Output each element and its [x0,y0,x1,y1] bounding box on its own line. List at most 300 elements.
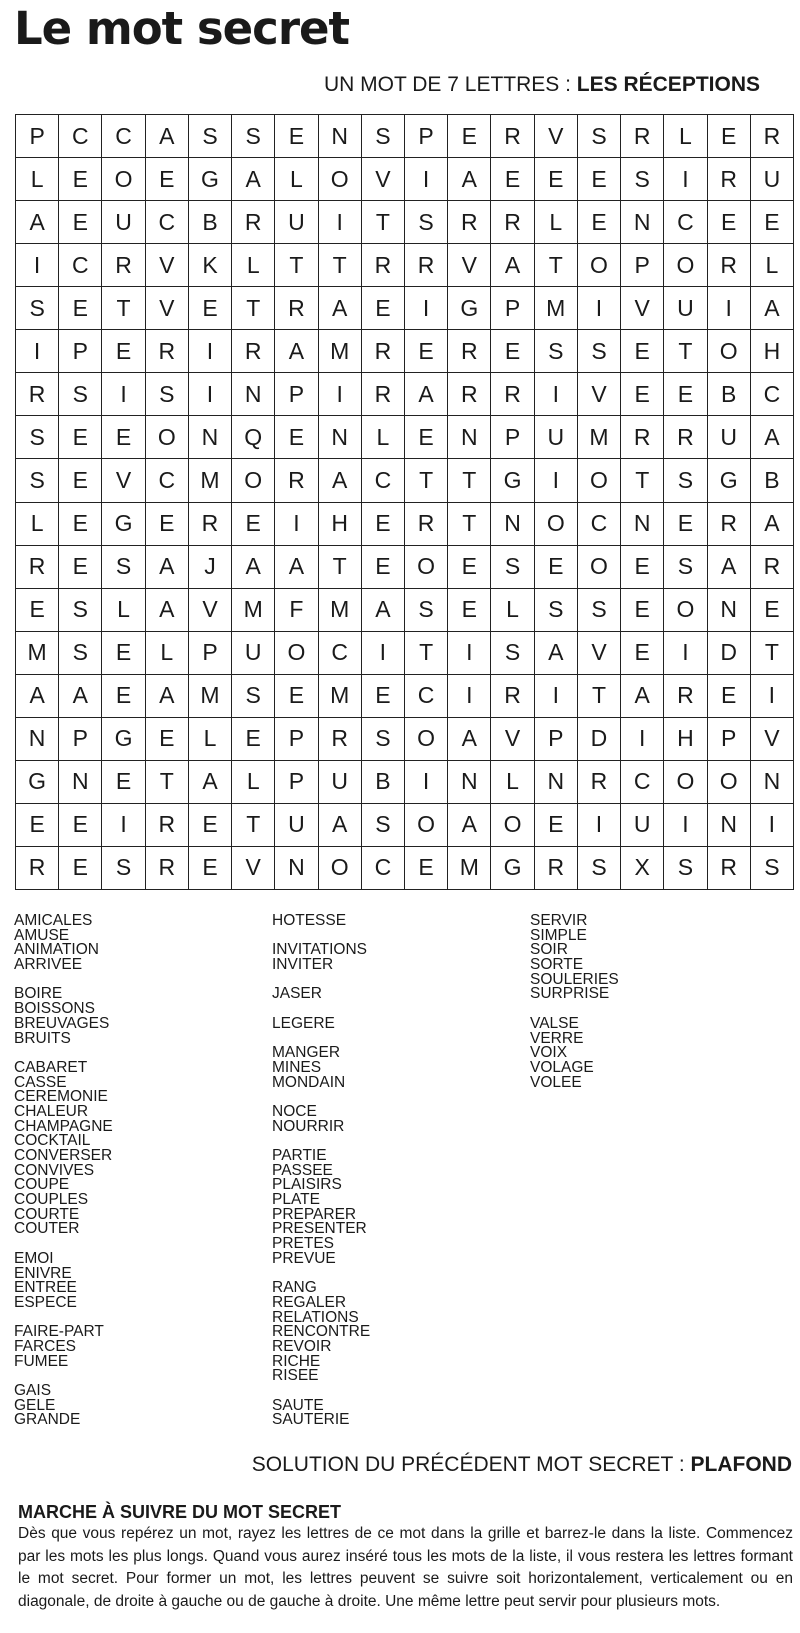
grid-cell: S [146,373,189,416]
grid-cell: M [16,632,59,675]
grid-cell: I [405,761,448,804]
grid-cell: B [189,201,232,244]
grid-cell: N [319,115,362,158]
word-list-column-3 [530,914,790,1090]
grid-cell: E [59,503,102,546]
grid-cell: S [405,589,448,632]
word-list-item: REVOIR [272,1337,332,1355]
grid-cell: E [448,589,491,632]
word-list-item: NOCE [272,1102,317,1120]
word-list-item: PREVUE [272,1249,336,1267]
grid-cell: H [319,503,362,546]
word-list-item: PARTIE [272,1147,327,1164]
grid-cell: R [491,115,534,158]
grid-cell: E [146,503,189,546]
grid-cell: S [578,115,621,158]
grid-cell: H [751,330,794,373]
grid-cell: E [491,330,534,373]
grid-cell: E [59,287,102,330]
grid-cell: I [664,632,707,675]
grid-cell: I [535,459,578,502]
grid-cell: O [578,546,621,589]
grid-cell: R [405,244,448,287]
grid-cell: A [491,244,534,287]
grid-cell: S [578,847,621,890]
grid-cell: J [189,546,232,589]
word-list-item: ENIVRE [14,1264,72,1282]
word-list-item: MONDAIN [272,1073,346,1091]
grid-cell: S [664,459,707,502]
grid-cell: S [664,847,707,890]
grid-cell: E [751,201,794,244]
grid-cell: E [59,201,102,244]
grid-cell: V [232,847,275,890]
grid-cell: R [751,546,794,589]
grid-cell: V [491,718,534,761]
grid-cell: A [708,546,751,589]
grid-cell: U [621,804,664,847]
grid-cell: S [16,459,59,502]
grid-cell: A [232,158,275,201]
grid-cell: R [16,373,59,416]
grid-cell: E [16,804,59,847]
grid-cell: T [405,459,448,502]
grid-cell: E [189,847,232,890]
grid-cell: U [535,416,578,459]
grid-cell: R [405,503,448,546]
grid-cell: X [621,847,664,890]
grid-cell: I [405,287,448,330]
word-list-item: AMUSE [14,926,70,944]
grid-cell: S [102,847,145,890]
grid-cell: Q [232,416,275,459]
word-list-item: SURPRISE [530,985,610,1003]
grid-cell: E [362,546,405,589]
grid-cell: A [16,201,59,244]
grid-cell: A [535,632,578,675]
grid-cell: R [16,847,59,890]
grid-cell: R [232,330,275,373]
grid-cell: C [59,244,102,287]
word-list-item: BOISSONS [14,1000,95,1018]
grid-cell: E [102,675,145,718]
grid-cell: C [578,503,621,546]
grid-cell: I [16,244,59,287]
word-list-item: CABARET [14,1058,88,1076]
grid-cell: T [232,287,275,330]
grid-cell: E [102,632,145,675]
grid-cell: T [448,459,491,502]
grid-cell: C [621,761,664,804]
grid-cell: R [362,244,405,287]
word-list-item: PLAISIRS [272,1176,342,1194]
grid-cell: E [275,416,318,459]
grid-cell: C [664,201,707,244]
grid-cell: S [189,115,232,158]
grid-cell: O [578,459,621,502]
page-title: Le mot secret [14,2,350,55]
grid-cell: P [275,761,318,804]
grid-cell: I [448,632,491,675]
grid-cell: O [578,244,621,287]
grid-cell: T [621,459,664,502]
grid-cell: S [59,373,102,416]
grid-cell: A [448,718,491,761]
grid-cell: N [751,761,794,804]
grid-cell: M [578,416,621,459]
grid-cell: P [708,718,751,761]
grid-cell: I [751,804,794,847]
word-list-item: VOLAGE [530,1058,594,1076]
grid-cell: A [362,589,405,632]
grid-cell: R [621,115,664,158]
grid-cell: F [275,589,318,632]
grid-cell: R [275,459,318,502]
word-list-item: LEGERE [272,1014,335,1032]
grid-cell: M [319,589,362,632]
grid-cell: L [491,589,534,632]
grid-cell: E [535,158,578,201]
grid-cell: A [751,416,794,459]
grid-cell: L [189,718,232,761]
grid-cell: C [405,675,448,718]
grid-cell: P [16,115,59,158]
grid-cell: G [491,847,534,890]
grid-cell: E [535,546,578,589]
word-list-item: VOIX [530,1044,568,1062]
grid-cell: M [189,675,232,718]
grid-cell: E [146,718,189,761]
grid-cell: A [275,546,318,589]
word-list-item: MANGER [272,1044,341,1062]
grid-cell: V [578,632,621,675]
grid-cell: E [448,546,491,589]
word-list-item: RANG [272,1279,317,1297]
grid-cell: E [621,546,664,589]
grid-cell: A [448,158,491,201]
grid-cell: D [708,632,751,675]
grid-cell: G [491,459,534,502]
grid-cell: S [102,546,145,589]
word-list-item: FAIRE-PART [14,1323,104,1341]
grid-cell: R [362,330,405,373]
word-list-item: ARRIVEE [14,956,83,974]
grid-cell: B [362,761,405,804]
word-list-item: CASSE [14,1073,67,1091]
grid-cell: M [319,330,362,373]
grid-cell: R [708,158,751,201]
grid-cell: A [146,546,189,589]
grid-cell: E [448,115,491,158]
grid-cell: L [146,632,189,675]
grid-cell: T [405,632,448,675]
grid-cell: E [102,416,145,459]
grid-cell: R [146,330,189,373]
grid-cell: I [319,201,362,244]
grid-cell: L [664,115,707,158]
grid-cell: A [146,115,189,158]
grid-cell: P [189,632,232,675]
grid-cell: C [102,115,145,158]
word-list-item: SAUTE [272,1396,324,1414]
grid-cell: L [751,244,794,287]
word-list-item: JASER [272,985,322,1003]
word-list-item: MINES [272,1058,322,1076]
grid-cell: N [621,503,664,546]
grid-cell: N [621,201,664,244]
grid-cell: R [189,503,232,546]
grid-cell: P [535,718,578,761]
grid-cell: O [491,804,534,847]
instructions-body: Dès que vous repérez un mot, rayez les lettres de ce mot dans la grille et barrez-le dans la liste. Commencez par les mots les plus longs. Quand vous aurez inséré tous les mots de la liste, il vous restera les lettres formant le mot secret. Pour former un mot, les lettres peuvent se suivre soit horizontalement, verticalement ou en diagonale, de droite à gauche ou de gauche à droite. Une même lettre peut servir pour plusieurs mots. [18,1525,793,1610]
word-list-item: SOIR [530,941,568,959]
grid-cell: S [751,847,794,890]
grid-cell: R [275,287,318,330]
grid-cell: I [189,330,232,373]
grid-cell: T [664,330,707,373]
grid-cell: N [319,416,362,459]
grid-cell: C [319,632,362,675]
grid-cell: T [232,804,275,847]
grid-cell: C [362,847,405,890]
grid-cell: S [578,330,621,373]
grid-cell: A [319,287,362,330]
grid-cell: E [16,589,59,632]
grid-cell: A [59,675,102,718]
grid-cell: A [751,287,794,330]
grid-cell: T [319,244,362,287]
grid-cell: A [146,589,189,632]
word-list-item: ENTREE [14,1279,77,1297]
grid-cell: I [664,158,707,201]
word-list-item: AMICALES [14,912,93,929]
grid-cell: S [405,201,448,244]
subtitle-theme: LES RÉCEPTIONS [576,73,760,96]
grid-cell: R [664,675,707,718]
word-list-item: HOTESSE [272,912,347,929]
grid-cell: S [16,416,59,459]
grid-cell: E [275,115,318,158]
grid-cell: E [621,330,664,373]
word-list-item: COURTE [14,1205,80,1223]
grid-cell: L [232,244,275,287]
grid-cell: O [319,847,362,890]
grid-cell: A [448,804,491,847]
word-list-item: PREPARER [272,1205,357,1223]
grid-cell: R [578,761,621,804]
grid-cell: S [232,675,275,718]
word-list-item: GAIS [14,1382,52,1399]
grid-cell: L [275,158,318,201]
grid-cell: O [275,632,318,675]
word-list-item: REGALER [272,1293,347,1311]
grid-cell: P [275,373,318,416]
grid-cell: N [708,589,751,632]
word-list-item: GRANDE [14,1411,81,1429]
grid-cell: A [319,459,362,502]
grid-cell: O [708,761,751,804]
grid-cell: M [319,675,362,718]
word-list-item: COUTER [14,1220,80,1238]
grid-cell: V [751,718,794,761]
grid-cell: E [189,804,232,847]
grid-cell: S [16,287,59,330]
grid-cell: L [232,761,275,804]
grid-cell: V [578,373,621,416]
grid-cell: I [751,675,794,718]
instructions-title: MARCHE À SUIVRE DU MOT SECRET [18,1502,342,1522]
word-list-item: CEREMONIE [14,1088,108,1106]
grid-cell: E [751,589,794,632]
grid-cell: O [535,503,578,546]
grid-cell: R [448,201,491,244]
word-list-item: PRETES [272,1235,335,1253]
grid-cell: E [578,158,621,201]
grid-cell: E [664,373,707,416]
grid-cell: P [621,244,664,287]
grid-cell: R [708,503,751,546]
word-list-item: CONVIVES [14,1161,95,1179]
grid-cell: E [146,158,189,201]
grid-cell: E [275,675,318,718]
grid-cell: L [16,158,59,201]
grid-cell: R [491,675,534,718]
grid-cell: O [232,459,275,502]
grid-cell: D [578,718,621,761]
word-list-item: INVITER [272,956,334,974]
word-list-item: FARCES [14,1337,77,1355]
grid-cell: I [102,373,145,416]
word-list-item: RISEE [272,1367,319,1385]
grid-cell: R [319,718,362,761]
grid-cell: L [102,589,145,632]
grid-cell: R [491,201,534,244]
grid-cell: R [102,244,145,287]
grid-cell: G [102,718,145,761]
grid-cell: G [189,158,232,201]
subtitle-prefix: UN MOT DE 7 LETTRES : [323,73,577,96]
grid-cell: E [578,201,621,244]
grid-cell: E [405,416,448,459]
word-list-item: RELATIONS [272,1308,359,1326]
grid-cell: N [448,761,491,804]
word-list-item: VOLEE [530,1073,582,1091]
grid-cell: U [751,158,794,201]
grid-cell: P [491,416,534,459]
grid-cell: G [102,503,145,546]
grid-cell: E [232,718,275,761]
grid-cell: S [535,330,578,373]
grid-cell: T [751,632,794,675]
grid-cell: E [362,287,405,330]
grid-cell: O [664,589,707,632]
grid-cell: M [535,287,578,330]
grid-cell: U [708,416,751,459]
grid-cell: O [664,761,707,804]
grid-cell: O [102,158,145,201]
grid-cell: I [102,804,145,847]
grid-cell: T [448,503,491,546]
grid-cell: E [362,503,405,546]
grid-cell: R [448,373,491,416]
grid-cell: O [708,330,751,373]
grid-cell: E [102,330,145,373]
grid-cell: E [59,546,102,589]
grid-cell: N [59,761,102,804]
grid-cell: V [146,244,189,287]
grid-cell: I [448,675,491,718]
word-list-item: PASSEE [272,1161,333,1179]
grid-cell: M [232,589,275,632]
grid-cell: I [578,804,621,847]
grid-cell: M [189,459,232,502]
grid-cell: I [405,158,448,201]
grid-cell: G [16,761,59,804]
grid-cell: N [448,416,491,459]
grid-cell: V [102,459,145,502]
word-list-item: COUPE [14,1176,70,1194]
grid-cell: E [232,503,275,546]
grid-cell: I [275,503,318,546]
grid-cell: E [535,804,578,847]
grid-cell: P [491,287,534,330]
grid-cell: R [448,330,491,373]
grid-cell: O [405,718,448,761]
grid-cell: V [621,287,664,330]
grid-cell: N [189,416,232,459]
grid-cell: R [751,115,794,158]
grid-cell: A [319,804,362,847]
grid-cell: L [491,761,534,804]
grid-cell: C [146,459,189,502]
grid-cell: H [664,718,707,761]
grid-cell: S [362,115,405,158]
word-list-item: NOURRIR [272,1117,345,1135]
word-list-item: SAUTERIE [272,1411,350,1429]
word-list-item: INVITATIONS [272,941,368,959]
word-list-column-2 [272,914,532,1428]
grid-cell: E [708,201,751,244]
grid-cell: I [189,373,232,416]
grid-cell: E [491,158,534,201]
grid-cell: R [16,546,59,589]
word-list-item: COUPLES [14,1191,89,1209]
word-list-item: GELE [14,1396,56,1414]
grid-cell: T [535,244,578,287]
word-list-item: VALSE [530,1014,579,1032]
word-list-item: RICHE [272,1352,321,1370]
grid-cell: S [578,589,621,632]
grid-cell: R [146,847,189,890]
grid-cell: V [535,115,578,158]
grid-cell: R [708,244,751,287]
grid-cell: A [189,761,232,804]
word-list-item: EMOI [14,1249,54,1267]
grid-cell: O [664,244,707,287]
grid-cell: S [59,632,102,675]
grid-cell: T [275,244,318,287]
grid-cell: E [621,373,664,416]
grid-cell: U [232,632,275,675]
grid-cell: G [448,287,491,330]
word-list-item: CHAMPAGNE [14,1117,113,1135]
word-list-item: SORTE [530,956,584,974]
grid-cell: S [491,632,534,675]
grid-cell: E [708,675,751,718]
word-list-item: CHALEUR [14,1102,89,1120]
grid-cell: E [664,503,707,546]
grid-cell: E [59,416,102,459]
